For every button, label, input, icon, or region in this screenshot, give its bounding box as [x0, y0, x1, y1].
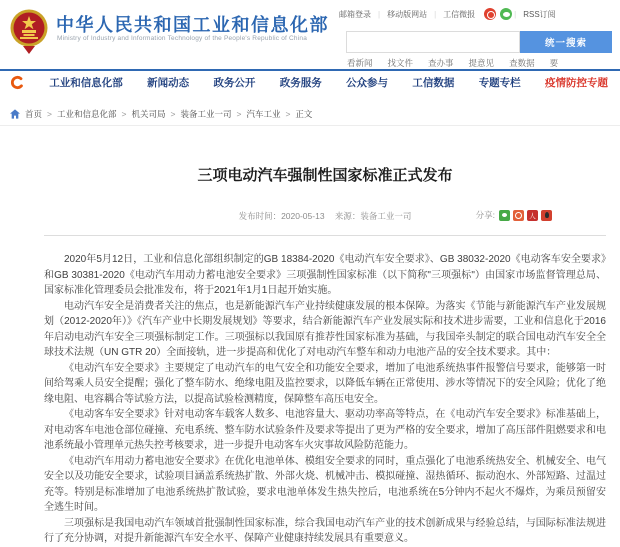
ministry-title-en: Ministry of Industry and Information Technology of the People's Republic of China	[57, 35, 308, 42]
paragraph-ev-safety: 《电动汽车安全要求》主要规定了电动汽车的电气安全和功能安全要求，增加了电池系统热事件报警信号要求，能够第一时间给驾乘人员安全提醒；强化了整车防水、绝缘电阻及监控要求，以降低车辆在正常使用、涉水等情况下的安全风险；优化了绝缘电阻、电容耦合等试验方法，以提高试验检测精度，保障整车高压电安全。	[44, 362, 606, 405]
breadcrumb-article[interactable]: 正文	[295, 108, 313, 119]
breadcrumb-auto-industry[interactable]: 汽车工业	[246, 108, 281, 119]
quick-link-data[interactable]: 查数据	[509, 58, 535, 68]
article-title: 三项电动汽车强制性国家标准正式发布	[197, 167, 453, 184]
national-emblem-logo	[10, 8, 48, 54]
qq-share-icon[interactable]	[541, 210, 552, 221]
quick-link-news[interactable]: 看新闻	[347, 58, 373, 68]
breadcrumb-equipment-dept[interactable]: 装备工业一司	[180, 108, 232, 119]
site-header	[0, 0, 620, 69]
main-navbar	[0, 69, 620, 94]
unified-search-button[interactable]: 统一搜索	[520, 31, 612, 53]
share-label: 分享:	[475, 210, 495, 220]
header-top-links: 邮箱登录 | 移动版网站 | 工信微报 | RSS订阅	[332, 8, 620, 20]
quick-link-files[interactable]: 找文件	[387, 58, 414, 68]
article-source: 来源：装备工业一司	[334, 211, 412, 221]
paragraph-background: 电动汽车安全是消费者关注的焦点，也是新能源汽车产业持续健康发展的根本保障。为落实《节能与新能源汽车产业发展规划（2012-2020年）》《汽车产业中长期发展规划》等要求，结合新能源汽车产业发展实际和技术进步需要，工业和信息化于2016年启动电动汽车安全三项强标制定工作。三项强标以我国原有推荐性国家标准为基础，与我国牵头制定的联合国电动汽车安全全球技术法规（UN GTR 20）全面接轨，进一步提高和优化了对电动汽车整车和动力电池产品的安全技术要求。其中：	[44, 300, 606, 358]
nav-item-special[interactable]: 专题专栏	[478, 77, 521, 89]
people-share-icon[interactable]: 人	[527, 210, 538, 221]
article-container	[44, 164, 606, 547]
home-icon	[10, 109, 20, 119]
weibo-share-icon[interactable]	[513, 210, 524, 221]
quick-link-feedback[interactable]: 提意见	[468, 58, 495, 68]
search-bar	[346, 31, 612, 53]
miit-gear-icon	[10, 75, 25, 90]
nav-item-epidemic[interactable]: 疫情防控专题	[545, 77, 608, 89]
paragraph-bus-safety: 《电动客车安全要求》针对电动客车载客人数多、电池容量大、驱动功率高等特点，在《电动汽车安全要求》标准基础上，对电动客车电池仓部位碰撞、充电系统、整车防水试验条件及要求等提出了更为严格的安全要求，增加了高压部件阻燃要求和电池系统最小管理单元热失控考核要求，进一步提升电动客车火灾事故风险防范能力。	[44, 409, 606, 451]
breadcrumb: 首页 > 工业和信息化部 > 机关司局 > 装备工业一司 > 汽车工业 > 正文	[0, 102, 620, 126]
nav-item-participation[interactable]: 公众参与	[346, 77, 389, 89]
weibo-icon[interactable]	[484, 8, 496, 20]
publish-date: 发布时间：2020-05-13	[238, 211, 325, 221]
article-meta	[44, 210, 606, 222]
ministry-title: 中华人民共和国工业和信息化部	[56, 15, 329, 35]
header-quick-links	[347, 57, 558, 69]
paragraph-intro: 2020年5月12日，工业和信息化部组织制定的GB 18384-2020《电动汽车安全要求》、GB 38032-2020《电动客车安全要求》和GB 30381-2020《电动汽车用动力蓄电池安全要求》三项强制性国家标准（以下简称"三项强标"）由国家市场监督管理总局、国家标准化管理委员会批准发布，将于2021年1月1日起开始实施。	[44, 254, 606, 296]
nav-item-miit[interactable]: 工业和信息化部	[49, 77, 123, 89]
nav-item-gov-service[interactable]: 政务服务	[279, 77, 322, 89]
quick-link-partial[interactable]: 要	[549, 58, 559, 68]
mail-login-link[interactable]: 邮箱登录	[339, 9, 371, 19]
nav-item-data[interactable]: 工信数据	[412, 77, 455, 89]
wechat-share-icon[interactable]	[499, 210, 510, 221]
share-box	[476, 209, 552, 221]
breadcrumb-departments[interactable]: 机关司局	[131, 108, 166, 119]
wechat-icon[interactable]	[500, 8, 512, 20]
article-body	[44, 252, 606, 547]
wechat-news-link[interactable]: 工信微报	[443, 9, 476, 19]
nav-item-gov-open[interactable]: 政务公开	[213, 77, 256, 89]
title-divider	[44, 235, 606, 236]
rss-link[interactable]: RSS订阅	[523, 9, 556, 19]
paragraph-battery-safety: 《电动汽车用动力蓄电池安全要求》在优化电池单体、模组安全要求的同时，重点强化了电池系统热安全、机械安全、电气安全以及功能安全要求，试验项目涵盖系统热扩散、外部火烧、机械冲击、模拟碰撞、湿热循环、振动泡水、外部短路、过温过充等。特别是标准增加了电池系统热扩散试验，要求电池单体发生热失控后，电池系统在5分钟内不起火不爆炸，为乘员预留安全逃生时间。	[44, 455, 606, 513]
nav-item-news[interactable]: 新闻动态	[147, 77, 190, 89]
mobile-site-link[interactable]: 移动版网站	[387, 9, 428, 19]
search-input[interactable]	[346, 31, 520, 53]
paragraph-conclusion: 三项强标是我国电动汽车领域首批强制性国家标准，综合我国电动汽车产业的技术创新成果与经验总结，与国际标准法规进行了充分协调，对提升新能源汽车安全水平、保障产业健康持续发展具有重要意义。	[44, 517, 606, 544]
breadcrumb-miit[interactable]: 工业和信息化部	[56, 108, 117, 119]
breadcrumb-home[interactable]: 首页	[25, 108, 43, 119]
quick-link-services[interactable]: 查办事	[428, 58, 454, 68]
